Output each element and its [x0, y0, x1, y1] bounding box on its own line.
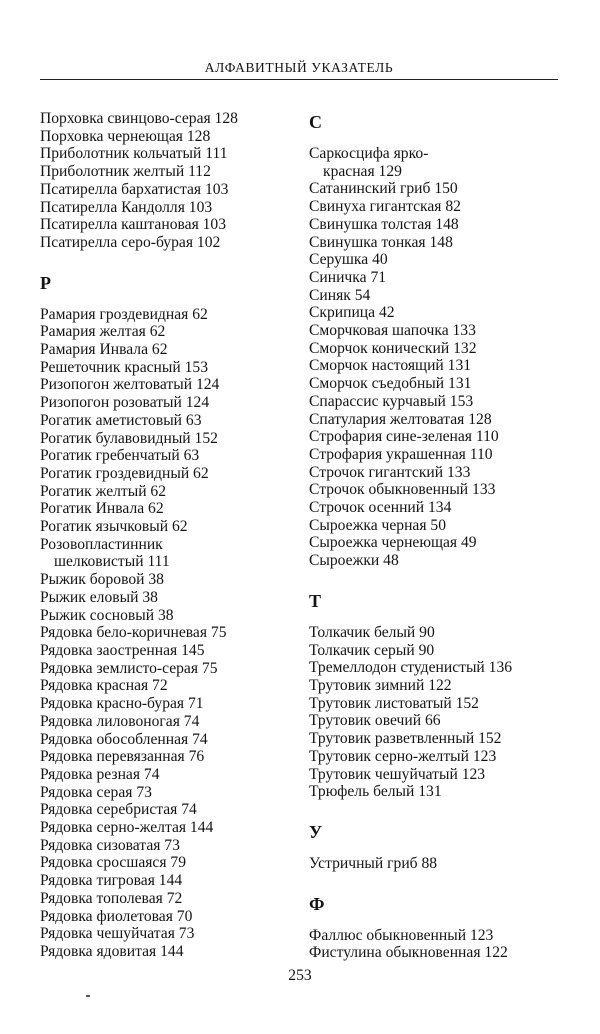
index-entry: Спатулария желтоватая 128 — [309, 410, 492, 428]
index-entry: Рядовка землисто-серая 75 — [40, 659, 218, 677]
index-entry: Рядовка ядовитая 144 — [40, 942, 184, 960]
index-entry: Рядовка бело-коричневая 75 — [40, 624, 227, 642]
index-entry: Рядовка обособленная 74 — [40, 730, 208, 748]
index-entry: Свинуха гигантская 82 — [309, 198, 461, 216]
index-entry: Сыроежка чернеющая 49 — [309, 534, 477, 552]
index-entry: Псатирелла Кандолля 103 — [40, 198, 213, 216]
letter-group — [309, 591, 567, 801]
index-entry: Рядовка тополевая 72 — [40, 889, 183, 907]
index-entry: Трутовик овечий 66 — [309, 712, 441, 730]
index-entry: Строчок гигантский 133 — [309, 463, 471, 481]
index-entry: Рядовка сросшаяся 79 — [40, 854, 187, 872]
index-entry: Строфария украшенная 110 — [309, 445, 493, 463]
index-entry-continuation: шелковистый 111 — [54, 553, 170, 571]
index-entry: Порховка свинцово-серая 128 — [40, 110, 238, 127]
index-entry: Псатирелла серо-бурая 102 — [40, 233, 221, 251]
index-entry: Синяк 54 — [309, 286, 371, 304]
index-entry: Рядовка лиловоногая 74 — [40, 712, 200, 730]
index-entry: Псатирелла каштановая 103 — [40, 216, 227, 234]
index-entry: Рогатик аметистовый 63 — [40, 411, 202, 429]
index-entry: Рядовка фиолетовая 70 — [40, 907, 193, 925]
index-entry: Толкачик белый 90 — [309, 623, 435, 641]
index-entry: Трутовик чешуйчатый 123 — [309, 765, 486, 783]
index-entry: Псатирелла бархатистая 103 — [40, 180, 229, 198]
section-letter: Т — [309, 590, 322, 611]
index-entry: Рядовка серебристая 74 — [40, 801, 197, 819]
letter-group — [40, 110, 302, 252]
index-entry: Трутовик зимний 122 — [309, 676, 452, 694]
index-entry: Рогатик желтый 62 — [40, 482, 167, 500]
index-entry: Ризопогон желтоватый 124 — [40, 376, 220, 394]
index-entry: Рядовка резная 74 — [40, 765, 160, 783]
index-entry: Сатанинский гриб 150 — [309, 180, 458, 198]
section-letter: Р — [40, 272, 51, 293]
index-entry: Рядовка серно-желтая 144 — [40, 819, 214, 837]
index-entry: Решеточник красный 153 — [40, 358, 208, 376]
page-speck — [86, 995, 90, 997]
index-entry: Строфария сине-зеленая 110 — [309, 428, 499, 446]
index-entry: Тремеллодон студенистый 136 — [309, 659, 513, 677]
index-entry: Сыроежки 48 — [309, 552, 399, 570]
index-entry: Порховка чернеющая 128 — [40, 127, 211, 145]
index-entry: Сморчок съедобный 131 — [309, 375, 472, 393]
index-entry: Рядовка красная 72 — [40, 677, 168, 695]
page-number: 253 — [288, 967, 312, 984]
index-entry: Рыжик еловый 38 — [40, 588, 158, 606]
index-entry: Спарассис курчавый 153 — [309, 392, 474, 410]
index-entry: Рогатик гребенчатый 63 — [40, 447, 200, 465]
index-entry: Рядовка тигровая 144 — [40, 872, 183, 890]
letter-group — [309, 894, 567, 962]
index-entry: Строчок осенний 134 — [309, 499, 452, 517]
index-entry: Рядовка серая 73 — [40, 783, 152, 801]
index-entry: Трюфель белый 131 — [309, 783, 442, 801]
index-entry: Сморчок конический 132 — [309, 339, 477, 357]
index-entry: Рамария желтая 62 — [40, 323, 166, 341]
index-entry: Строчок обыкновенный 133 — [309, 481, 496, 499]
index-entry: Рыжик боровой 38 — [40, 571, 164, 589]
index-entry: Серушка 40 — [309, 251, 388, 269]
index-entry: Сморчок настоящий 131 — [309, 357, 472, 375]
letter-group — [309, 822, 567, 873]
index-entry: Рядовка сизоватая 73 — [40, 836, 180, 854]
index-entry: Фаллюс обыкновенный 123 — [309, 926, 494, 944]
index-entry: Приболотник кольчатый 111 — [40, 145, 228, 163]
index-column-right — [309, 110, 567, 962]
index-entry: Рогатик Инвала 62 — [40, 500, 164, 518]
section-letter: С — [309, 112, 322, 132]
letter-group — [40, 273, 302, 961]
index-entry: Толкачик серый 90 — [309, 641, 435, 659]
index-entry: Рядовка чешуйчатая 73 — [40, 925, 195, 943]
index-entry: Рогатик язычковый 62 — [40, 518, 188, 536]
index-entry: Устричный гриб 88 — [309, 854, 438, 872]
index-entry: Рыжик сосновый 38 — [40, 606, 174, 624]
index-entry: Рогатик гроздевидный 62 — [40, 464, 209, 482]
index-entry: Рамария Инвала 62 — [40, 341, 168, 359]
index-entry: Саркосцифа ярко- — [309, 145, 429, 162]
index-entry: Сморчковая шапочка 133 — [309, 322, 476, 340]
index-entry: Рамария гроздевидная 62 — [40, 305, 208, 323]
index-entry: Розовопластинник — [40, 535, 163, 553]
index-entry: Трутовик разветвленный 152 — [309, 730, 502, 748]
index-entry: Синичка 71 — [309, 268, 387, 286]
index-entry: Трутовик серно-желтый 123 — [309, 747, 497, 765]
index-entry: Рядовка перевязанная 76 — [40, 748, 205, 766]
section-letter: У — [309, 821, 323, 842]
index-entry: Рядовка красно-бурая 71 — [40, 695, 204, 713]
index-entry: Ризопогон розоватый 124 — [40, 394, 210, 412]
header-rule — [40, 79, 558, 80]
index-column-left — [40, 110, 302, 961]
index-entry: Скрипица 42 — [309, 304, 395, 322]
index-entry-continuation: красная 129 — [323, 162, 402, 180]
index-entry: Рядовка заостренная 145 — [40, 641, 205, 659]
index-entry: Фистулина обыкновенная 122 — [309, 944, 508, 962]
index-entry: Сыроежка черная 50 — [309, 516, 447, 534]
running-header: АЛФАВИТНЫЙ УКАЗАТЕЛЬ — [204, 60, 394, 75]
index-entry: Свинушка тонкая 148 — [309, 233, 453, 251]
index-entry: Свинушка толстая 148 — [309, 215, 459, 233]
section-letter: Ф — [309, 893, 325, 914]
index-entry: Приболотник желтый 112 — [40, 163, 211, 181]
letter-group — [309, 112, 567, 570]
index-entry: Рогатик булавовидный 152 — [40, 429, 218, 447]
index-entry: Трутовик листоватый 152 — [309, 694, 479, 712]
